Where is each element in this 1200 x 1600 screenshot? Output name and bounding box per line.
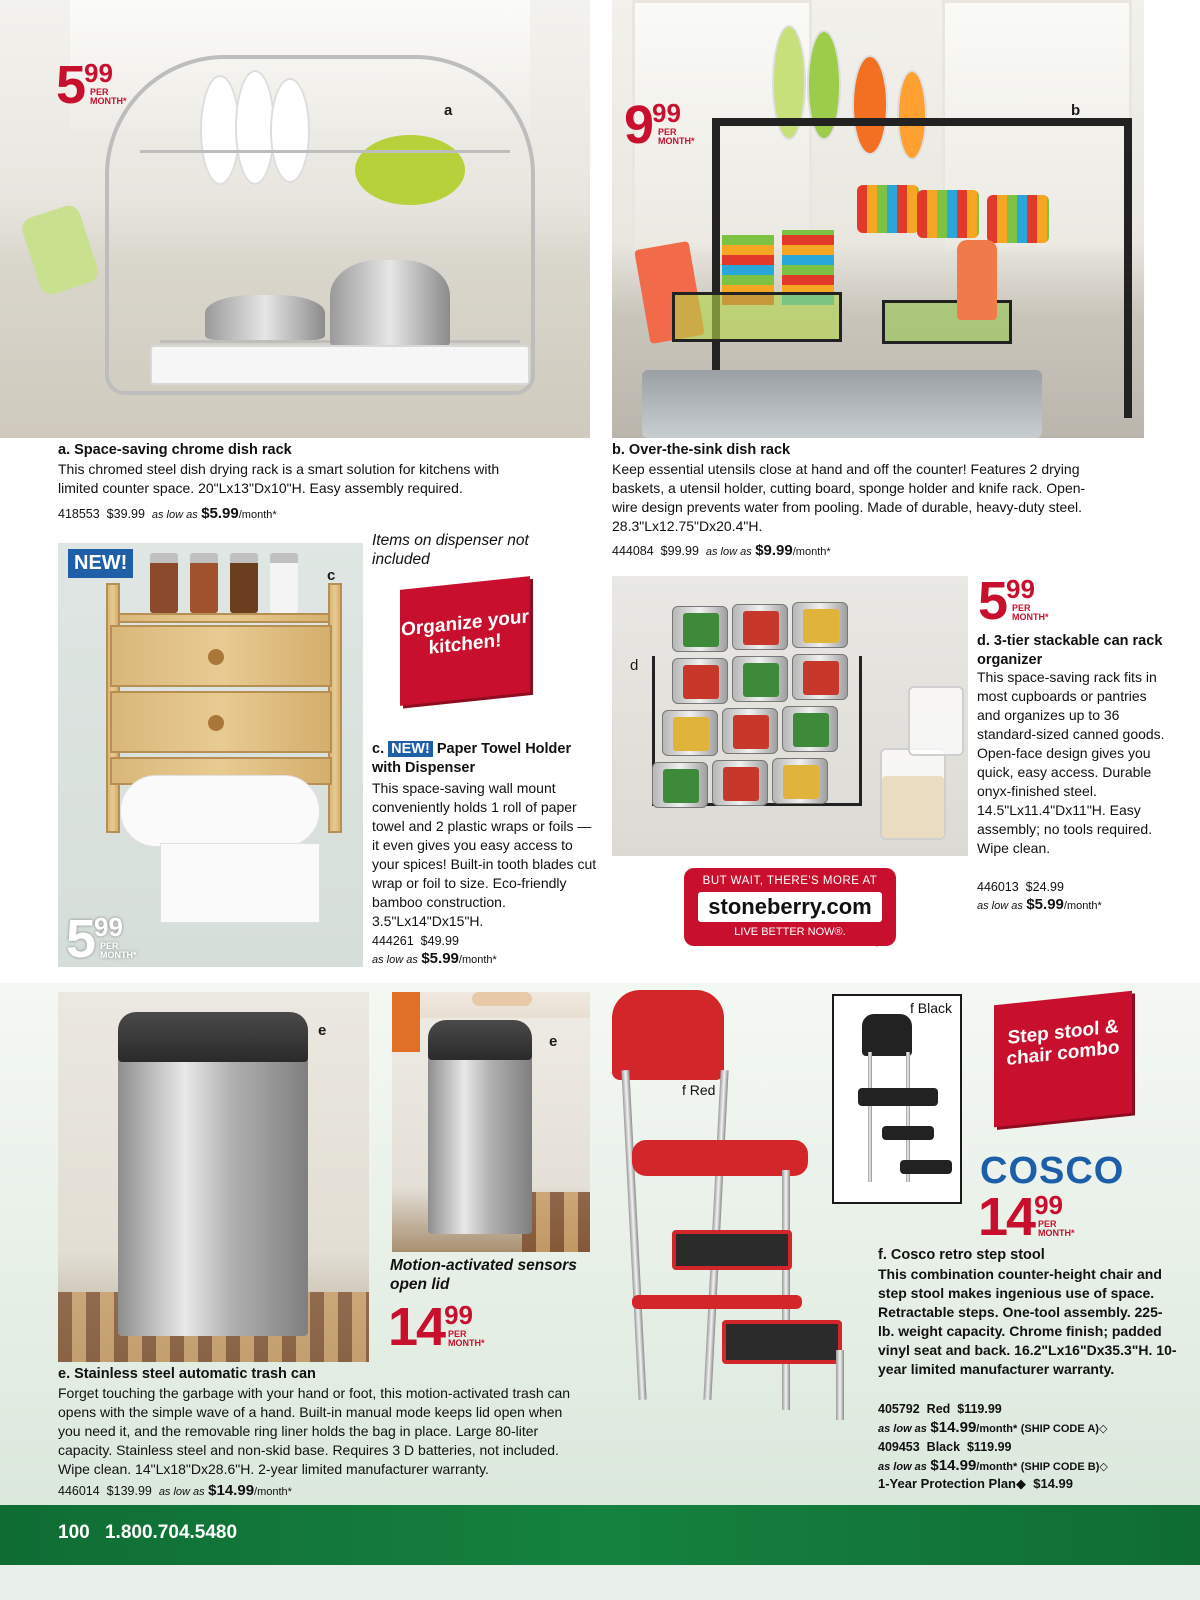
variant-label-red: f Red [682,1082,716,1098]
can-rack-photo [612,576,968,856]
price-badge-f: 1499 PER MONTH* [978,1187,1075,1247]
item-d-description: This space-saving rack fits in most cupboards or pantries and organizes up to 36 standard-sized canned goods. Open-face design gives you quick, easy access. Durable onyx-finished steel. 14.5"Lx11.4"Dx11"H. Easy assembly; no tools required. Wipe clean. [977,669,1165,856]
price-badge-a: 599 PER MONTH* [56,55,127,115]
item-e-price-line: 446014 $139.99 as low as $14.99/month* [58,1482,292,1499]
item-b-description: Keep essential utensils close at hand and off the counter! Features 2 drying baskets, a utensil holder, cutting board, sponge holder and knife rack. Open-wire design prevents water from pooling. Made of durable, heavy-duty steel. 28.3"Lx12.75"Dx20.4"H. [612,461,1086,534]
trash-can-photo-closed [58,992,369,1362]
price-badge-c: 599 PER MONTH* [66,909,137,969]
step-stool-promo-tag: Step stool & chair combo [994,991,1132,1128]
motion-sensor-note: Motion-activated sensors open lid [390,1257,577,1293]
item-d-sku-line: 446013 $24.99 [977,880,1064,894]
trash-can-photo-open [392,992,590,1252]
over-sink-rack-photo [612,0,1144,438]
footer-text [58,1522,247,1544]
item-f-black-monthly-line: as low as $14.99/month* (SHIP CODE B)◇ [878,1457,1108,1474]
item-e-description: Forget touching the garbage with your hand or foot, this motion-activated trash can opens with the simple wave of a hand. Built-in manual mode keeps lid open when you need it, and the removable ring liner holds the bag in place. Large 80-liter capacity. Stainless steel and non-skid base. Requires 3 D batteries, not included. Wipe clean. 14"Lx18"Dx28.6"H. 2-year limited manufacturer warranty. [58,1385,571,1477]
item-f-black-sku-line: 409453 Black $119.99 [878,1440,1012,1454]
item-letter-c: c [327,567,336,584]
item-c-sku-line: 444261 $49.99 [372,934,459,948]
new-badge-c: NEW! [68,549,133,578]
step-stool-red-photo [612,990,852,1430]
item-a-title: a. Space-saving chrome dish rack [58,442,292,458]
item-b-price-line: 444084 $99.99 as low as $9.99/month* [612,542,831,559]
price-badge-b: 999 PER MONTH* [624,95,695,155]
item-letter-d: d [630,657,639,674]
paper-towel-holder-photo [58,543,363,967]
stoneberry-site[interactable]: stoneberry.com [698,892,882,922]
item-f-title: f. Cosco retro step stool [878,1247,1045,1263]
stoneberry-tagline: LIVE BETTER NOW®. [734,926,846,938]
item-c-title: c. NEW! Paper Towel Holder with Dispenser [372,741,572,776]
protection-plan-line: 1-Year Protection Plan◆ $14.99 [878,1476,1073,1491]
variant-label-black: f Black [910,1000,953,1016]
item-f-description: This combination counter-height chair and step stool makes ingenious use of space. Retractable steps. One-tool assembly. 225-lb. weight capacity. Chrome finish; padded vinyl seat and back. 16.2"Lx16"Dx35.3"H. 10-year limited manufacturer warranty. [878,1266,1177,1377]
item-e-title: e. Stainless steel automatic trash can [58,1366,316,1382]
item-letter-b: b [1071,102,1081,119]
dispenser-note: Items on dispenser not included [372,532,529,568]
price-badge-e: 1499 PER MONTH* [388,1297,485,1357]
organize-promo-tag: Organize your kitchen! [400,576,530,706]
stoneberry-banner[interactable] [684,868,896,946]
stoneberry-top-text: BUT WAIT, THERE'S MORE AT [702,875,878,887]
item-b-title: b. Over-the-sink dish rack [612,442,791,458]
item-c-monthly-line: as low as $5.99/month* [372,950,497,967]
item-letter-a: a [444,102,453,119]
item-d-title: d. 3-tier stackable can rack organizer [977,633,1163,668]
item-letter-e-2: e [549,1033,558,1050]
item-c-description: This space-saving wall mount conveniently holds 1 roll of paper towel and 2 plastic wraps or foils — it even gives you easy access to your spices! Built-in tooth blades cut wrap or foil to size. Eco-friendly bamboo construction. 3.5"Lx14"Dx15"H. [372,780,597,929]
footer-bottom-strip [0,1565,1200,1600]
item-f-red-monthly-line: as low as $14.99/month* (SHIP CODE A)◇ [878,1419,1108,1436]
item-letter-e-1: e [318,1022,327,1039]
item-f-red-sku-line: 405792 Red $119.99 [878,1402,1002,1416]
item-a-price-line: 418553 $39.99 as low as $5.99/month* [58,505,277,522]
page-number: 100 [58,1522,90,1543]
cosco-logo: COSCO [980,1150,1125,1192]
phone-number[interactable]: 1.800.704.5480 [104,1522,238,1543]
item-d-monthly-line: as low as $5.99/month* [977,896,1102,913]
price-badge-d: 599 PER MONTH* [978,571,1049,631]
step-stool-black-photo [832,994,962,1204]
item-a-description: This chromed steel dish drying rack is a smart solution for kitchens with limited counter space. 20"Lx13"Dx10"H. Easy assembly required. [58,461,500,496]
